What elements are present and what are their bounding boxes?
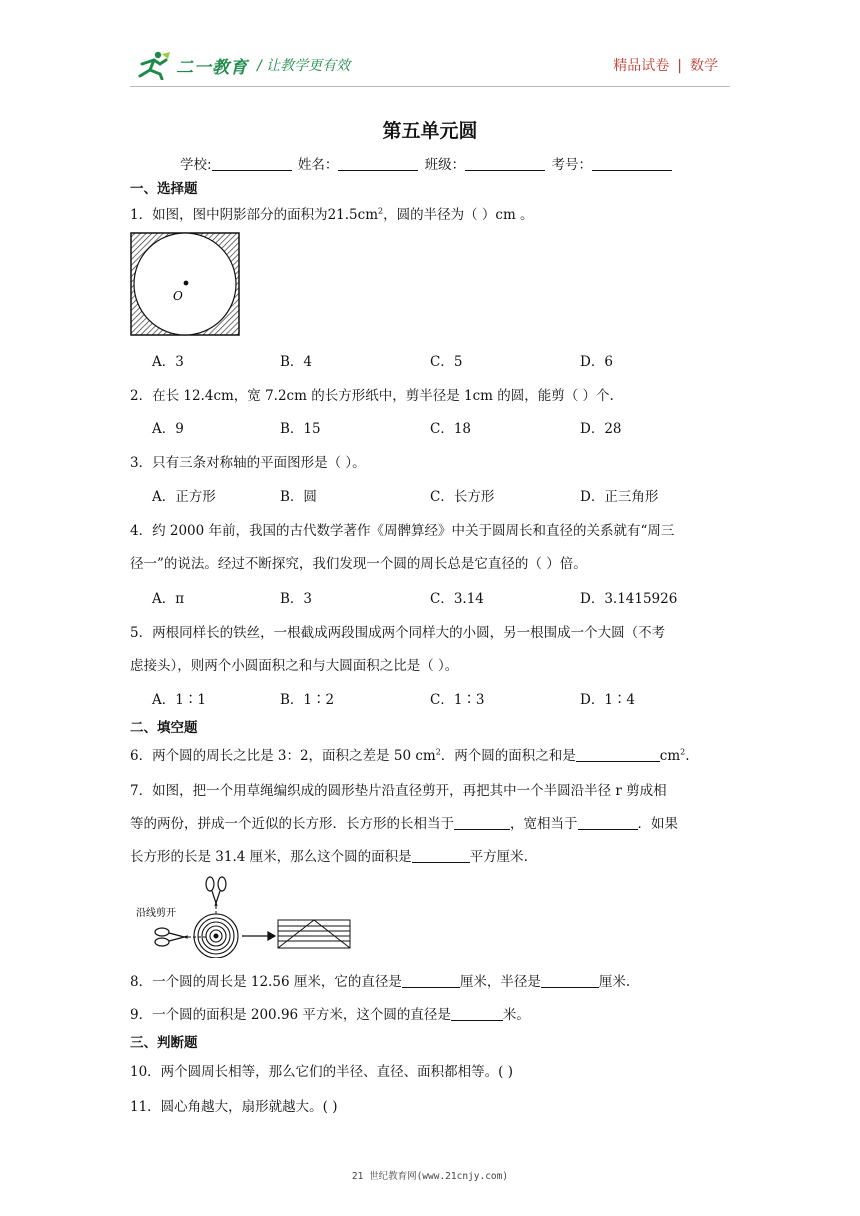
q1-option-d[interactable]: D．6 bbox=[580, 354, 613, 370]
q1-option-a[interactable]: A．3 bbox=[152, 354, 184, 370]
q2-option-a[interactable]: A．9 bbox=[152, 421, 184, 437]
section-heading-judge: 三、判断题 bbox=[130, 1035, 198, 1051]
header-label-papers: 精品试卷 bbox=[613, 58, 670, 74]
q8-text-c: 厘米. bbox=[598, 974, 631, 990]
q4-option-b[interactable]: B．3 bbox=[280, 591, 313, 607]
question-9 bbox=[130, 1003, 530, 1023]
q7-length-blank[interactable] bbox=[454, 816, 510, 830]
class-field[interactable] bbox=[465, 156, 545, 171]
header-right bbox=[613, 55, 718, 75]
q6-sup: 2 bbox=[435, 747, 441, 757]
q8-diameter-blank[interactable] bbox=[402, 974, 460, 988]
section-heading-choice: 一、选择题 bbox=[130, 181, 198, 197]
q1-option-c[interactable]: C．5 bbox=[430, 354, 463, 370]
page-title: 第五单元圆 bbox=[382, 120, 478, 142]
q4-option-d[interactable]: D．3.1415926 bbox=[580, 591, 678, 607]
q7-text-a: 等的两份，拼成一个近似的长方形．长方形的长相当于 bbox=[130, 816, 454, 832]
page-footer: 21 世纪教育网(www.21cnjy.com) bbox=[351, 1171, 509, 1182]
question-11: 11．圆心角越大，扇形就越大。( ) bbox=[130, 1099, 338, 1115]
slogan: / 让教学更有效 bbox=[257, 58, 351, 74]
question-4-line-2: 径一”的说法。经过不断探究，我们发现一个圆的周长总是它直径的（ ）倍。 bbox=[130, 556, 587, 572]
header-label-subject: 数学 bbox=[690, 58, 718, 74]
q1-text: 1．如图，图中阴影部分的面积为21.5cm bbox=[130, 207, 379, 223]
q2-option-c[interactable]: C．18 bbox=[430, 421, 472, 437]
q2-option-b[interactable]: B．15 bbox=[280, 421, 321, 437]
question-1 bbox=[130, 203, 534, 223]
scissors-left-icon bbox=[155, 928, 188, 946]
name-field[interactable] bbox=[338, 156, 418, 171]
question-8 bbox=[130, 970, 630, 990]
q9-answer-blank[interactable] bbox=[451, 1007, 503, 1021]
header-separator: | bbox=[677, 58, 682, 74]
question-3: 3．只有三条对称轴的平面图形是（ ）。 bbox=[130, 455, 366, 471]
q3-option-b[interactable]: B．圆 bbox=[280, 489, 317, 505]
q7-text-c: ．如果 bbox=[637, 816, 678, 832]
center-label: O bbox=[173, 289, 183, 303]
question-6 bbox=[130, 744, 690, 764]
q6-end: . bbox=[685, 748, 690, 764]
q7-figure bbox=[132, 874, 354, 958]
q3-option-c[interactable]: C．长方形 bbox=[430, 489, 495, 505]
q3-option-d[interactable]: D．正三角形 bbox=[580, 489, 659, 505]
q4-option-c[interactable]: C．3.14 bbox=[430, 591, 484, 607]
q1-option-b[interactable]: B．4 bbox=[280, 354, 313, 370]
class-label: 班级： bbox=[424, 157, 466, 173]
scissors-top-icon bbox=[206, 877, 226, 906]
school-label: 学校: bbox=[180, 157, 212, 173]
q7-text-b: ，宽相当于 bbox=[510, 816, 578, 832]
q7-area-blank[interactable] bbox=[412, 849, 470, 863]
question-5-line-2: 虑接头），则两个小圆面积之和与大圆面积之比是（ ）。 bbox=[130, 658, 459, 674]
logo-text: 二一教育 bbox=[176, 57, 248, 78]
q6-answer-blank[interactable] bbox=[576, 748, 660, 762]
rope-mat-circles bbox=[194, 914, 238, 958]
q9-text-a: 9．一个圆的面积是 200.96 平方米，这个圆的直径是 bbox=[130, 1007, 451, 1023]
q5-option-b[interactable]: B．1∶2 bbox=[280, 692, 335, 708]
q7-width-blank[interactable] bbox=[578, 816, 638, 830]
question-10: 10．两个圆周长相等，那么它们的半径、直径、面积都相等。( ) bbox=[130, 1064, 514, 1080]
logo bbox=[136, 50, 248, 80]
q4-option-a[interactable]: A．π bbox=[152, 591, 185, 607]
name-label: 姓名： bbox=[297, 157, 339, 173]
exam-no-label: 考号： bbox=[551, 157, 592, 173]
q3-option-a[interactable]: A．正方形 bbox=[152, 489, 216, 505]
question-5-line-1: 5．两根同样长的铁丝，一根截成两段围成两个同样大的小圆，另一根围成一个大圆（不考 bbox=[130, 625, 666, 641]
q5-option-d[interactable]: D．1∶4 bbox=[580, 692, 636, 708]
page-header bbox=[0, 0, 860, 100]
arrow-right-icon bbox=[242, 932, 275, 940]
q1-figure bbox=[130, 232, 240, 336]
q6-unit: cm bbox=[659, 748, 681, 764]
q8-radius-blank[interactable] bbox=[541, 974, 599, 988]
question-7-line-2 bbox=[130, 812, 678, 832]
question-7-line-3 bbox=[130, 845, 528, 865]
section-heading-fill: 二、填空题 bbox=[130, 720, 198, 736]
center-dot bbox=[184, 281, 189, 286]
q1-text-end: ，圆的半径为（ ）cm 。 bbox=[383, 207, 534, 223]
question-7-line-1: 7．如图，把一个用草绳编织成的圆形垫片沿直径剪开，再把其中一个半圆沿半径 r 剪成相 bbox=[130, 783, 667, 799]
q6-text: 6．两个圆的周长之比是 3：2，面积之差是 50 cm bbox=[130, 748, 436, 764]
header-divider bbox=[130, 86, 730, 87]
q6-text-mid: ．两个圆的面积之和是 bbox=[440, 748, 576, 764]
question-2: 2．在长 12.4cm，宽 7.2cm 的长方形纸中，剪半径是 1cm 的圆，能剪（ ）个. bbox=[130, 388, 614, 404]
rearranged-rectangle bbox=[278, 920, 350, 948]
question-4-line-1: 4．约 2000 年前，我国的古代数学著作《周髀算经》中关于圆周长和直径的关系就有“周三 bbox=[130, 523, 675, 539]
q5-option-a[interactable]: A．1∶1 bbox=[152, 692, 206, 708]
q8-text-a: 8．一个圆的周长是 12.56 厘米，它的直径是 bbox=[130, 974, 402, 990]
student-info bbox=[180, 153, 672, 173]
q1-sup: 2 bbox=[378, 206, 384, 216]
q2-option-d[interactable]: D．28 bbox=[580, 421, 622, 437]
q7-text-d: 长方形的长是 31.4 厘米，那么这个圆的面积是 bbox=[130, 849, 412, 865]
exam-no-field[interactable] bbox=[592, 156, 672, 171]
runner-logo-icon bbox=[136, 50, 172, 80]
q5-option-c[interactable]: C．1∶3 bbox=[430, 692, 485, 708]
q9-text-b: 米。 bbox=[502, 1007, 530, 1023]
school-field[interactable] bbox=[212, 156, 292, 171]
q7-text-e: 平方厘米. bbox=[469, 849, 528, 865]
q6-unit-sup: 2 bbox=[680, 747, 686, 757]
q8-text-b: 厘米，半径是 bbox=[459, 974, 541, 990]
cut-label: 沿线剪开 bbox=[136, 908, 176, 919]
